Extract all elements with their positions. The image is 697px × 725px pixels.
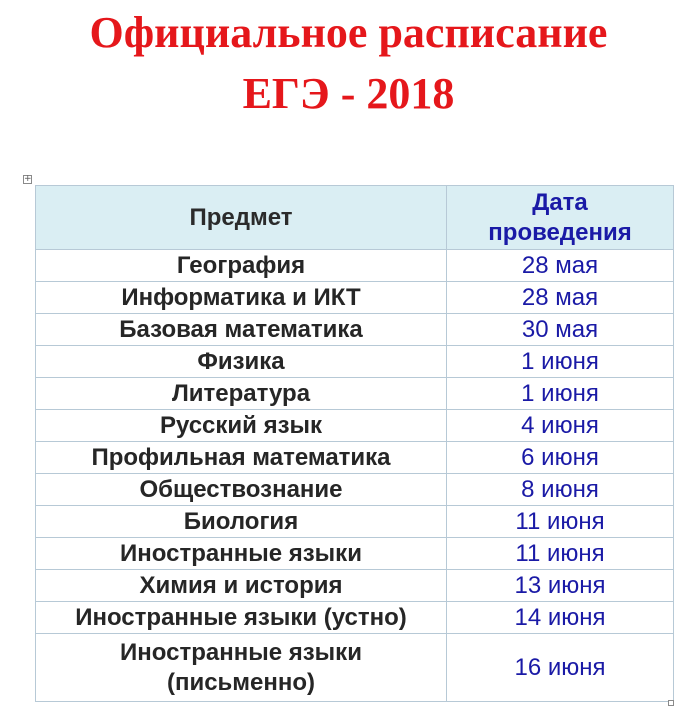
schedule-table [35, 185, 674, 702]
subject-cell: География [36, 250, 447, 282]
date-cell: 28 мая [447, 250, 674, 282]
date-cell: 6 июня [447, 442, 674, 474]
header-date [447, 186, 674, 250]
date-cell: 16 июня [447, 634, 674, 702]
subject-cell: Базовая математика [36, 314, 447, 346]
subject-cell: Иностранные языки (устно) [36, 602, 447, 634]
subject-cell: Русский язык [36, 410, 447, 442]
subject-cell: Иностранные языки [36, 538, 447, 570]
table-row [36, 474, 674, 506]
date-cell: 4 июня [447, 410, 674, 442]
subject-cell: Информатика и ИКТ [36, 282, 447, 314]
table-header-row [36, 186, 674, 250]
subject-cell [36, 634, 447, 702]
table-row [36, 378, 674, 410]
table-row [36, 346, 674, 378]
page-subtitle: ЕГЭ - 2018 [242, 69, 455, 118]
header-date-word: Дата [532, 188, 588, 216]
table-row [36, 314, 674, 346]
subject-cell: Обществознание [36, 474, 447, 506]
subject-cell: Физика [36, 346, 447, 378]
table-row [36, 410, 674, 442]
date-cell: 14 июня [447, 602, 674, 634]
date-cell: 8 июня [447, 474, 674, 506]
subject-cell: Химия и история [36, 570, 447, 602]
table-row [36, 634, 674, 702]
table-row [36, 506, 674, 538]
table-move-icon[interactable]: + [24, 174, 32, 184]
table-row [36, 570, 674, 602]
table-row [36, 250, 674, 282]
header-date-line2: проведения [488, 218, 632, 246]
table-row [36, 282, 674, 314]
date-cell: 30 мая [447, 314, 674, 346]
table-row [36, 442, 674, 474]
subject-cell: Профильная математика [36, 442, 447, 474]
table-row [36, 602, 674, 634]
subject-cell: Литература [36, 378, 447, 410]
date-cell: 13 июня [447, 570, 674, 602]
page-title: Официальное расписание [89, 8, 608, 57]
table-row [36, 538, 674, 570]
subject-line1: Иностранные языки [120, 638, 362, 666]
date-cell: 1 июня [447, 378, 674, 410]
table-resize-icon[interactable] [668, 700, 674, 706]
subject-cell: Биология [36, 506, 447, 538]
date-cell: 1 июня [447, 346, 674, 378]
header-date-line1 [447, 188, 673, 218]
subject-line2: (письменно) [166, 668, 316, 696]
date-cell: 11 июня [447, 538, 674, 570]
header-subject: Предмет [36, 186, 447, 250]
date-cell: 28 мая [447, 282, 674, 314]
date-cell: 11 июня [447, 506, 674, 538]
